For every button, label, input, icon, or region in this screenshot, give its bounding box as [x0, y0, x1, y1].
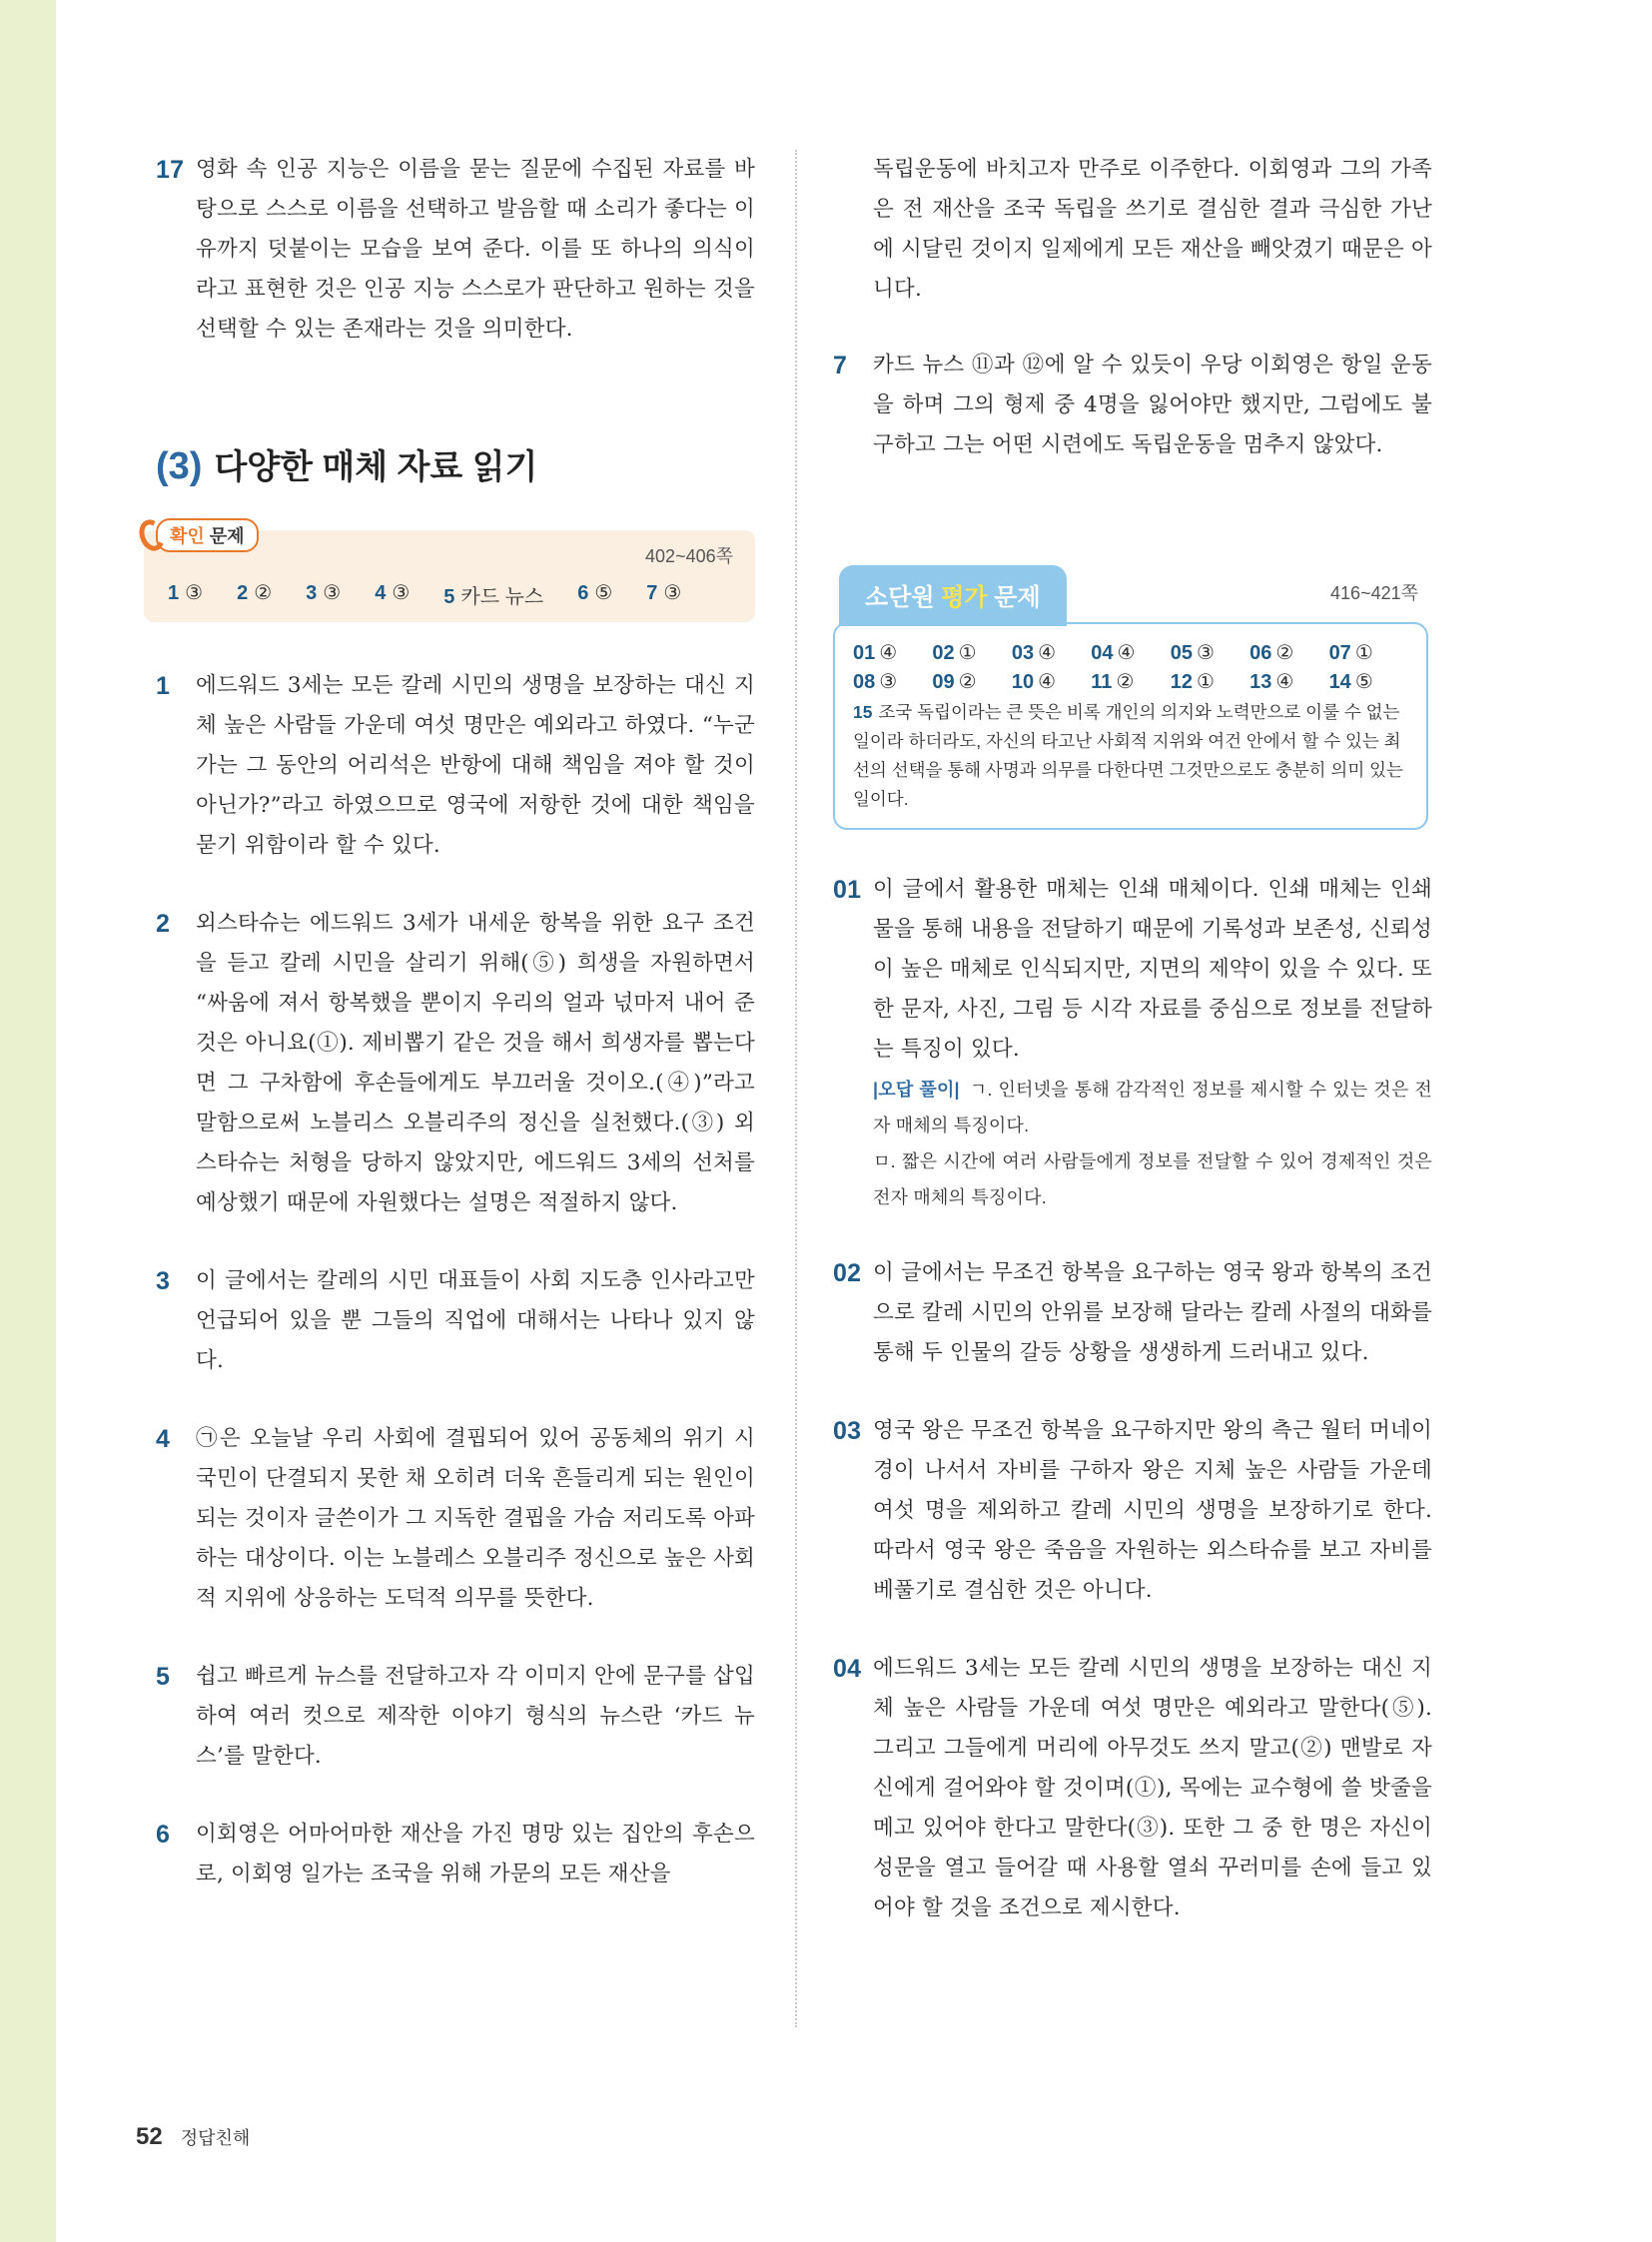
answer-item-6 [156, 1815, 755, 1894]
evaluation-tab: 소단원 평가 문제 [839, 565, 1067, 626]
eval-answer: 04 ④ [1091, 642, 1136, 664]
eval-answer: 13 ④ [1249, 671, 1294, 693]
confirm-questions-box [144, 526, 755, 622]
item-text: 에드워드 3세는 모든 칼레 시민의 생명을 보장하는 대신 지체 높은 사람들 가운데 여섯 명만은 예외라고 말한다(⑤). 그리고 그들에게 머리에 아무것도 쓰지 말고(②) 맨발로 자신에게 걸어와야 할 것이며(①), 목에는 교수형에 쓸 밧줄을 메고 있어야 한다고 말한다(③). 또한 그 중 한 명은 자신이 성문을 열고 들어갈 때 사용할 열쇠 꾸러미를 손에 들고 있어야 할 것을 조건으로 제시한다. [873, 1656, 1432, 1920]
answer-item-6-continued [833, 150, 1432, 310]
item-text: 이 글에서 활용한 매체는 인쇄 매체이다. 인쇄 매체는 인쇄물을 통해 내용을 전달하기 때문에 기록성과 보존성, 신뢰성이 높은 매체로 인식되지만, 지면의 제약이 있을 수 있다. 또한 문자, 사진, 그림 등 시각 자료를 중심으로 정보를 전달하는 특징이 있다. [873, 877, 1432, 1062]
book-title: 정답친해 [180, 2128, 251, 2148]
confirm-label: 확인 문제 [156, 518, 259, 552]
eval-answer: 12 ① [1170, 671, 1215, 693]
item-text: 영화 속 인공 지능은 이름을 묻는 질문에 수집된 자료를 바탕으로 스스로 이름을 선택하고 발음할 때 소리가 좋다는 이유까지 덧붙이는 모습을 보여 준다. 이를 또 하나의 의식이라고 표현한 것은 인공 지능 스스로가 판단하고 원하는 것을 선택할 수 있는 존재라는 것을 의미한다. [196, 157, 755, 342]
confirm-answer: 7 ③ [646, 582, 682, 604]
evaluation-q15-answer: 15 조국 독립이라는 큰 뜻은 비록 개인의 의지와 노력만으로 이룰 수 없는 일이라 하더라도, 자신의 타고난 사회적 지위와 여건 안에서 할 수 있는 최선의 선택을 통해 사명과 의무를 다한다면 그것만으로도 충분히 의미 있는 일이다. [853, 702, 1403, 809]
column-divider [795, 150, 797, 2027]
eval-answer: 05 ③ [1170, 642, 1215, 664]
item-text: 외스타슈는 에드워드 3세가 내세운 항복을 위한 요구 조건을 듣고 칼레 시민을 살리기 위해(⑤) 희생을 자원하면서 “싸움에 져서 항복했을 뿐이지 우리의 얼과 넋마저 내어 준 것은 아니요(①). 제비뽑기 같은 것을 해서 희생자를 뽑는다면 그 구차함에 후손들에게도 부끄러울 것이오.(④)”라고 말함으로써 노블리스 오블리주의 정신을 실천했다.(③) 외스타슈는 처형을 당하지 않았지만, 에드워드 3세의 선처를 예상했기 때문에 자원했다는 설명은 적절하지 않다. [196, 911, 755, 1215]
confirm-page-range: 402~406쪽 [645, 546, 733, 566]
item-number: 17 [156, 156, 185, 184]
item-text: ㉠은 오늘날 우리 사회에 결핍되어 있어 공동체의 위기 시 국민이 단결되지 못한 채 오히려 더욱 흔들리게 되는 원인이 되는 것이자 글쓴이가 그 지독한 결핍을 가슴 저리도록 아파하는 대상이다. 이는 노블레스 오블리주 정신으로 높은 사회적 지위에 상응하는 도덕적 의무를 뜻한다. [196, 1426, 755, 1611]
item-number: 7 [833, 352, 848, 379]
item-text: 에드워드 3세는 모든 칼레 시민의 생명을 보장하는 대신 지체 높은 사람들 가운데 여섯 명만은 예외라고 하였다. “누군가는 그 동안의 어리석은 반항에 대해 책임을 져야 할 것이 아닌가?”라고 하였으므로 영국에 저항한 것에 대한 책임을 묻기 위함이라 할 수 있다. [196, 673, 755, 858]
item-number: 6 [156, 1821, 171, 1849]
answer-item-04 [833, 1649, 1432, 1928]
answer-item-1 [156, 666, 755, 866]
answer-item-3 [156, 1261, 755, 1381]
item-number: 03 [833, 1417, 862, 1445]
item-number: 02 [833, 1259, 862, 1287]
confirm-answer: 5 카드 뉴스 [443, 586, 544, 608]
eval-answer: 08 ③ [853, 671, 898, 693]
wrong-answer-note [873, 1072, 1432, 1215]
item-text: 이 글에서는 칼레의 시민 대표들이 사회 지도층 인사라고만 언급되어 있을 뿐 그들의 직업에 대해서는 나타나 있지 않다. [196, 1268, 755, 1373]
confirm-answer: 2 ② [237, 582, 273, 604]
item-text: 영국 왕은 무조건 항복을 요구하지만 왕의 측근 월터 머네이 경이 나서서 자비를 구하자 왕은 지체 높은 사람들 가운데 여섯 명을 제외하고 칼레 시민의 생명을 보장하기로 한다. 따라서 영국 왕은 죽음을 자원하는 외스타슈를 보고 자비를 베풀기로 결심한 것은 아니다. [873, 1418, 1432, 1603]
confirm-answer: 1 ③ [168, 582, 204, 604]
wrong-answer-line: ㄱ. 인터넷을 통해 감각적인 정보를 제시할 수 있는 것은 전자 매체의 특징이다. [873, 1080, 1432, 1135]
item-text: 카드 뉴스 ⑪과 ⑫에 알 수 있듯이 우당 이회영은 항일 운동을 하며 그의 형제 중 4명을 잃어야만 했지만, 그럼에도 불구하고 그는 어떤 시련에도 독립운동을 멈추지 않았다. [873, 353, 1432, 457]
eval-answer: 14 ⑤ [1328, 671, 1373, 693]
evaluation-answer-grid [853, 640, 1408, 694]
evaluation-answer-box [833, 622, 1428, 830]
answer-item-03 [833, 1411, 1432, 1611]
answer-item-5 [156, 1657, 755, 1777]
confirm-answer: 3 ③ [306, 582, 342, 604]
answer-item-01 [833, 870, 1432, 1215]
confirm-answer: 4 ③ [375, 582, 411, 604]
answer-item-17 [156, 150, 755, 350]
eval-answer: 11 ② [1091, 671, 1135, 693]
answer-item-02 [833, 1253, 1432, 1373]
eval-answer: 09 ② [932, 671, 977, 693]
item-text: 이회영은 어마어마한 재산을 가진 명망 있는 집안의 후손으로, 이회영 일가는 조국을 위해 가문의 모든 재산을 [196, 1822, 755, 1886]
page-number: 52 [136, 2123, 163, 2150]
eval-answer: 06 ② [1249, 642, 1294, 664]
right-column [833, 150, 1432, 1966]
eval-answer: 07 ① [1328, 642, 1373, 664]
page-footer [136, 2123, 250, 2151]
wrong-answer-line: ㅁ. 짧은 시간에 여러 사람들에게 정보를 전달할 수 있어 경제적인 것은 전자 매체의 특징이다. [873, 1151, 1432, 1207]
item-text: 독립운동에 바치고자 만주로 이주한다. 이회영과 그의 가족은 전 재산을 조국 독립을 쓰기로 결심한 결과 극심한 가난에 시달린 것이지 일제에게 모든 재산을 빼앗겼기 때문은 아니다. [873, 157, 1432, 302]
confirm-tag [140, 518, 259, 552]
eval-answer: 10 ④ [1011, 671, 1057, 693]
answer-item-7 [833, 346, 1432, 465]
wrong-answer-tag: |오답 풀이| [873, 1080, 960, 1100]
unit-evaluation-section [833, 565, 1432, 830]
item-number: 4 [156, 1425, 171, 1453]
item-number: 2 [156, 910, 171, 938]
side-color-strip [0, 0, 56, 2242]
left-column [156, 150, 755, 1932]
item-number: 1 [156, 672, 171, 700]
confirm-answers [168, 580, 681, 609]
answer-item-2 [156, 904, 755, 1223]
item-text: 쉽고 빠르게 뉴스를 전달하고자 각 이미지 안에 문구를 삽입하여 여러 컷으로 제작한 이야기 형식의 뉴스란 ‘카드 뉴스’를 말한다. [196, 1664, 755, 1769]
evaluation-page-range: 416~421쪽 [1330, 583, 1418, 603]
item-number: 5 [156, 1663, 171, 1691]
item-text: 이 글에서는 무조건 항복을 요구하는 영국 왕과 항복의 조건으로 칼레 시민의 안위를 보장해 달라는 칼레 사절의 대화를 통해 두 인물의 갈등 상황을 생생하게 드러내고 있다. [873, 1260, 1432, 1365]
section-title: 다양한 매체 자료 읽기 [214, 448, 538, 486]
item-number: 04 [833, 1655, 862, 1683]
section-heading [156, 439, 755, 488]
item-number: 3 [156, 1267, 171, 1295]
eval-answer: 03 ④ [1011, 642, 1057, 664]
confirm-answer: 6 ⑤ [577, 582, 613, 604]
answer-item-4 [156, 1419, 755, 1619]
eval-answer: 02 ① [932, 642, 977, 664]
eval-answer: 01 ④ [853, 642, 898, 664]
item-number: 01 [833, 876, 862, 904]
section-number: (3) [156, 445, 203, 487]
